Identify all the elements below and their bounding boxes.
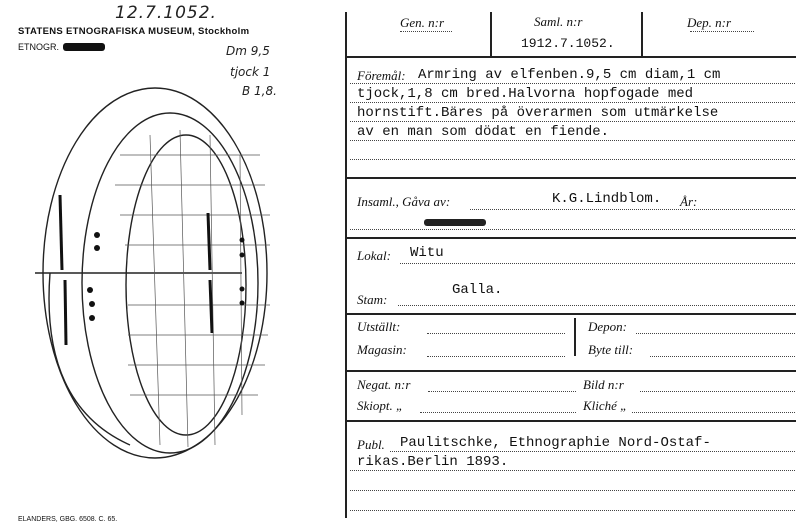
header-divider-1: [490, 12, 492, 56]
measure-dm: Dm 9,5: [226, 44, 270, 58]
header-bottom-rule: [346, 56, 796, 58]
gen-label: Gen. n:r: [400, 15, 445, 30]
lokal-dots: [400, 263, 795, 264]
skiopt-label: Skiopt. „: [357, 398, 404, 413]
card-left-border: [345, 12, 347, 518]
insaml-dots-2: [350, 229, 795, 230]
byte-label: Byte till:: [588, 342, 634, 357]
armring-drawing: [20, 75, 290, 465]
kliche-label: Kliché „: [583, 398, 628, 413]
stam-label: Stam:: [357, 292, 388, 307]
insaml-bottom-rule: [346, 237, 796, 239]
foremal-dots-5: [350, 159, 795, 160]
printer-note: ELANDERS, GBG. 6508. C. 65.: [18, 516, 118, 523]
byte-dots: [650, 356, 795, 357]
measure-tjock: tjock 1: [230, 65, 271, 79]
insaml-redaction: [424, 219, 486, 226]
foremal-bottom-rule: [346, 177, 796, 179]
foremal-line-1: Armring av elfenben.9,5 cm diam,1 cm: [418, 67, 721, 83]
skiopt-dots: [420, 412, 576, 413]
lokal-label: Lokal:: [357, 248, 391, 263]
insaml-label: Insaml., Gåva av:: [357, 194, 451, 209]
publ-line-1: Paulitschke, Ethnographie Nord-Ostaf-: [400, 435, 711, 451]
foremal-dots-2: [350, 102, 795, 103]
gen-dots: [400, 31, 452, 32]
utstallt-label: Utställt:: [357, 319, 401, 334]
publ-line-2: rikas.Berlin 1893.: [357, 454, 509, 470]
insaml-dots: [470, 209, 795, 210]
saml-label: Saml. n:r: [534, 14, 583, 29]
ar-label: År:: [680, 194, 698, 209]
bild-dots: [640, 391, 795, 392]
magasin-dots: [427, 356, 565, 357]
foremal-dots-3: [350, 121, 795, 122]
stam-dots: [398, 305, 795, 306]
dep-label: Dep. n:r: [687, 15, 732, 30]
publ-dots-3: [350, 490, 795, 491]
stam-value: Galla.: [452, 282, 503, 298]
stam-bottom-rule: [346, 313, 796, 315]
insaml-value: K.G.Lindblom.: [552, 191, 662, 207]
foremal-line-3: hornstift.Bäres på överarmen som utmärkelse: [357, 105, 719, 121]
dep-dots: [690, 31, 754, 32]
foremal-label: Föremål:: [357, 68, 406, 83]
foremal-dots-4: [350, 140, 795, 141]
negat-label: Negat. n:r: [357, 377, 411, 392]
redaction-mark: [63, 43, 105, 51]
museum-header: STATENS ETNOGRAFISKA MUSEUM, Stockholm: [18, 26, 250, 37]
publ-label: Publ.: [357, 437, 385, 452]
foremal-line-4: av en man som dödat en fiende.: [357, 124, 610, 140]
magasin-label: Magasin:: [357, 342, 407, 357]
measure-b: B 1,8.: [242, 84, 277, 98]
saml-value: 1912.7.1052.: [521, 36, 615, 51]
etnogr-label: ETNOGR.: [18, 42, 60, 52]
handwritten-date: 12.7.1052.: [115, 3, 217, 23]
lokal-value: Witu: [410, 245, 444, 261]
publ-dots-2: [350, 470, 795, 471]
publ-dots-1: [390, 451, 795, 452]
storage-bottom-rule: [346, 370, 796, 372]
foremal-line-2: tjock,1,8 cm bred.Halvorna hopfogade med: [357, 86, 694, 102]
photo-bottom-rule: [346, 420, 796, 422]
kliche-dots: [632, 412, 795, 413]
storage-divider: [574, 318, 576, 356]
header-divider-2: [641, 12, 643, 56]
bild-label: Bild n:r: [583, 377, 624, 392]
negat-dots: [428, 391, 576, 392]
foremal-dots-1: [350, 83, 795, 84]
depon-dots: [636, 333, 795, 334]
publ-dots-4: [350, 510, 795, 511]
depon-label: Depon:: [588, 319, 627, 334]
utstallt-dots: [427, 333, 565, 334]
